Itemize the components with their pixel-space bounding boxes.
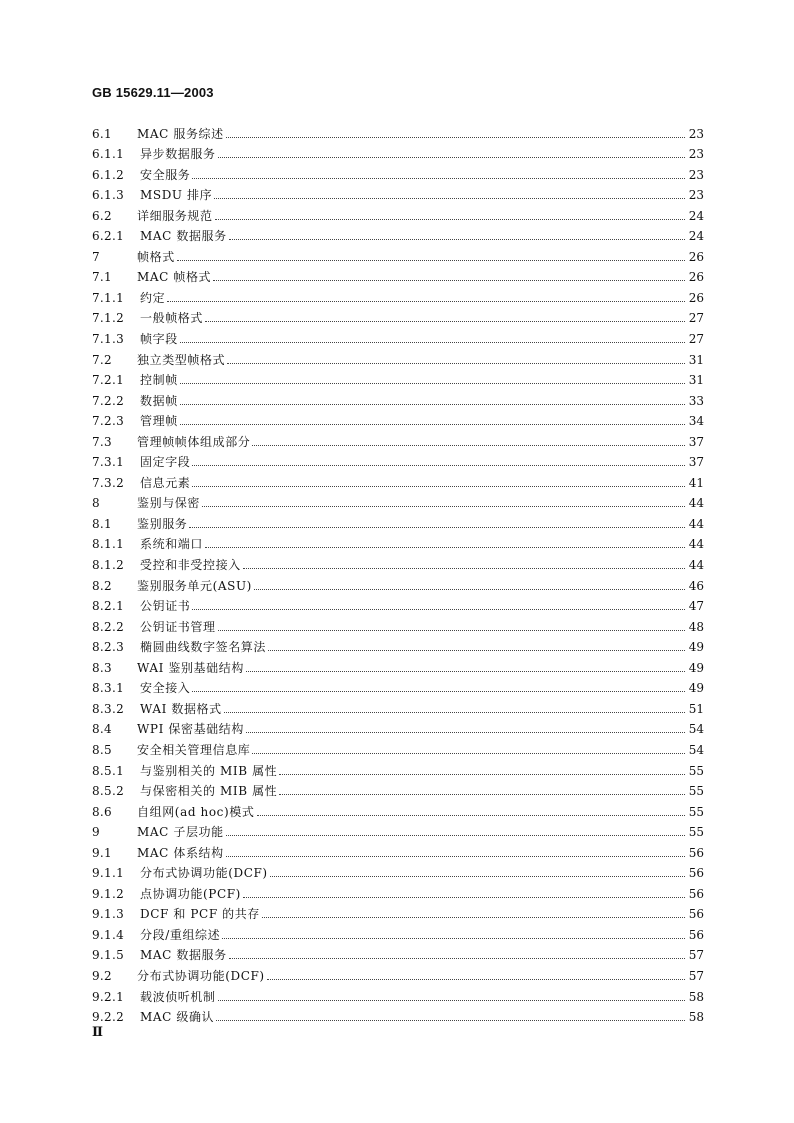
- toc-dot-leader: [270, 876, 685, 877]
- toc-page-number: 55: [688, 763, 704, 778]
- toc-section-title: MAC 数据服务: [140, 948, 227, 963]
- toc-entry[interactable]: [92, 182, 704, 203]
- toc-section-title: 公钥证书管理: [140, 619, 216, 634]
- toc-section-number: 7.1.1: [92, 290, 125, 305]
- toc-section-number: 7.3.2: [92, 475, 125, 490]
- toc-page-number: 57: [688, 968, 704, 983]
- toc-section-number: 9.1: [92, 845, 112, 860]
- toc-entry[interactable]: [92, 572, 704, 593]
- toc-page-number: 27: [688, 311, 704, 326]
- toc-entry[interactable]: [92, 120, 704, 141]
- toc-entry[interactable]: [92, 243, 704, 264]
- toc-section-title: 控制帧: [140, 373, 178, 388]
- toc-section-number: 7.2.2: [92, 393, 125, 408]
- toc-section-number: 8.1.2: [92, 558, 125, 573]
- toc-section-number: 8.6: [92, 804, 112, 819]
- toc-section-number: 7.3.1: [92, 455, 125, 470]
- toc-section-number: 8: [92, 496, 100, 511]
- toc-dot-leader: [216, 1020, 685, 1021]
- toc-page-number: 48: [688, 619, 704, 634]
- toc-section-title: 鉴别服务单元(ASU): [137, 578, 252, 593]
- toc-dot-leader: [229, 239, 685, 240]
- toc-page-number: 54: [688, 722, 704, 737]
- toc-dot-leader: [279, 774, 685, 775]
- toc-page-number: 55: [688, 804, 704, 819]
- toc-section-number: 7.1: [92, 270, 112, 285]
- toc-section-title: MAC 子层功能: [137, 825, 224, 840]
- toc-dot-leader: [224, 712, 685, 713]
- toc-dot-leader: [205, 321, 685, 322]
- toc-entry[interactable]: [92, 408, 704, 429]
- toc-section-number: 8.5.1: [92, 763, 125, 778]
- toc-page-number: 23: [688, 188, 704, 203]
- toc-page-number: 26: [688, 270, 704, 285]
- toc-section-number: 6.1.1: [92, 147, 125, 162]
- toc-dot-leader: [202, 506, 685, 507]
- toc-section-title: 鉴别与保密: [137, 496, 201, 511]
- toc-dot-leader: [268, 650, 685, 651]
- toc-section-title: 点协调功能(PCF): [140, 886, 241, 901]
- toc-dot-leader: [192, 486, 685, 487]
- toc-dot-leader: [180, 342, 685, 343]
- toc-entry[interactable]: [92, 284, 704, 305]
- toc-entry[interactable]: [92, 593, 704, 614]
- toc-section-title: MAC 体系结构: [137, 845, 224, 860]
- toc-dot-leader: [192, 178, 685, 179]
- toc-page-number: 56: [688, 886, 704, 901]
- toc-dot-leader: [243, 568, 685, 569]
- toc-dot-leader: [218, 157, 685, 158]
- page-number-footer: Ⅱ: [92, 1025, 103, 1040]
- toc-section-title: 安全相关管理信息库: [137, 742, 251, 757]
- toc-dot-leader: [254, 589, 685, 590]
- toc-entry[interactable]: [92, 346, 704, 367]
- toc-section-title: 管理帧: [140, 414, 178, 429]
- toc-section-number: 9.2.2: [92, 1010, 125, 1025]
- toc-entry[interactable]: [92, 634, 704, 655]
- toc-section-number: 9.1.1: [92, 866, 125, 881]
- toc-entry[interactable]: [92, 757, 704, 778]
- toc-page-number: 58: [688, 989, 704, 1004]
- toc-section-number: 7.2: [92, 352, 112, 367]
- toc-section-title: 与鉴别相关的 MIB 属性: [140, 763, 278, 778]
- toc-entry[interactable]: [92, 654, 704, 675]
- toc-page-number: 44: [688, 558, 704, 573]
- toc-entry[interactable]: [92, 469, 704, 490]
- toc-dot-leader: [262, 917, 685, 918]
- toc-section-number: 8.3: [92, 660, 112, 675]
- toc-entry[interactable]: [92, 325, 704, 346]
- toc-page-number: 57: [688, 948, 704, 963]
- toc-page-number: 41: [688, 475, 704, 490]
- toc-page-number: 56: [688, 866, 704, 881]
- toc-dot-leader: [229, 958, 685, 959]
- toc-section-number: 6.2.1: [92, 229, 125, 244]
- toc-page-number: 49: [688, 640, 704, 655]
- toc-section-number: 7.3: [92, 434, 112, 449]
- toc-section-title: 详细服务规范: [137, 208, 213, 223]
- toc-section-number: 8.3.1: [92, 681, 125, 696]
- toc-section-number: 8.5: [92, 742, 112, 757]
- toc-dot-leader: [218, 630, 685, 631]
- toc-page-number: 27: [688, 332, 704, 347]
- toc-section-title: MAC 服务综述: [137, 126, 224, 141]
- toc-page-number: 56: [688, 845, 704, 860]
- toc-section-title: 椭圆曲线数字签名算法: [140, 640, 267, 655]
- toc-section-number: 8.2.2: [92, 619, 125, 634]
- toc-section-title: 独立类型帧格式: [137, 352, 226, 367]
- toc-entry[interactable]: [92, 880, 704, 901]
- toc-section-number: 9.1.2: [92, 886, 125, 901]
- toc-dot-leader: [243, 897, 685, 898]
- toc-page-number: 44: [688, 496, 704, 511]
- toc-page-number: 44: [688, 516, 704, 531]
- toc-section-number: 8.5.2: [92, 784, 125, 799]
- toc-dot-leader: [227, 363, 685, 364]
- toc-section-title: 异步数据服务: [140, 147, 216, 162]
- toc-entry[interactable]: [92, 264, 704, 285]
- toc-entry[interactable]: [92, 901, 704, 922]
- toc-page-number: 31: [688, 352, 704, 367]
- toc-entry[interactable]: [92, 161, 704, 182]
- toc-section-title: 自组网(ad hoc)模式: [137, 804, 255, 819]
- toc-section-number: 9: [92, 825, 100, 840]
- toc-entry[interactable]: [92, 1004, 704, 1025]
- toc-section-title: 分布式协调功能(DCF): [140, 866, 268, 881]
- toc-section-title: 数据帧: [140, 393, 178, 408]
- toc-dot-leader: [180, 404, 685, 405]
- toc-page-number: 33: [688, 393, 704, 408]
- toc-page-number: 34: [688, 414, 704, 429]
- toc-page-number: 54: [688, 742, 704, 757]
- toc-entry[interactable]: [92, 798, 704, 819]
- toc-section-title: 与保密相关的 MIB 属性: [140, 784, 278, 799]
- toc-section-title: 帧字段: [140, 332, 178, 347]
- toc-section-number: 7.1.2: [92, 311, 125, 326]
- toc-page-number: 49: [688, 660, 704, 675]
- toc-dot-leader: [246, 732, 685, 733]
- toc-entry[interactable]: [92, 202, 704, 223]
- toc-entry[interactable]: [92, 819, 704, 840]
- toc-section-number: 9.1.5: [92, 948, 125, 963]
- toc-section-title: WAI 鉴别基础结构: [137, 660, 244, 675]
- toc-page-number: 46: [688, 578, 704, 593]
- toc-page-number: 24: [688, 229, 704, 244]
- toc-dot-leader: [257, 815, 686, 816]
- toc-section-title: WAI 数据格式: [140, 701, 222, 716]
- toc-section-title: 帧格式: [137, 249, 175, 264]
- toc-section-number: 8.2.3: [92, 640, 125, 655]
- toc-entry[interactable]: [92, 490, 704, 511]
- toc-entry[interactable]: [92, 141, 704, 162]
- toc-dot-leader: [222, 938, 685, 939]
- toc-dot-leader: [205, 547, 685, 548]
- toc-entry[interactable]: [92, 387, 704, 408]
- toc-entry[interactable]: [92, 839, 704, 860]
- toc-section-number: 7.1.3: [92, 332, 125, 347]
- toc-section-number: 6.1.2: [92, 167, 125, 182]
- toc-section-title: 分段/重组综述: [140, 927, 221, 942]
- toc-entry[interactable]: [92, 962, 704, 983]
- toc-section-title: 受控和非受控接入: [140, 558, 241, 573]
- toc-dot-leader: [226, 856, 685, 857]
- toc-section-title: 分布式协调功能(DCF): [137, 968, 265, 983]
- toc-section-number: 9.2: [92, 968, 112, 983]
- toc-page-number: 31: [688, 373, 704, 388]
- toc-entry[interactable]: [92, 716, 704, 737]
- toc-entry[interactable]: [92, 428, 704, 449]
- toc-section-title: 管理帧帧体组成部分: [137, 434, 251, 449]
- toc-section-number: 9.1.3: [92, 907, 125, 922]
- toc-page-number: 55: [688, 825, 704, 840]
- toc-page-number: 56: [688, 927, 704, 942]
- toc-entry[interactable]: [92, 860, 704, 881]
- toc-dot-leader: [226, 137, 685, 138]
- toc-section-title: MAC 级确认: [140, 1010, 215, 1025]
- toc-entry[interactable]: [92, 223, 704, 244]
- toc-dot-leader: [192, 691, 685, 692]
- toc-section-title: DCF 和 PCF 的共存: [140, 907, 260, 922]
- toc-section-number: 8.4: [92, 722, 112, 737]
- toc-dot-leader: [180, 424, 685, 425]
- toc-dot-leader: [177, 260, 685, 261]
- toc-page-number: 23: [688, 126, 704, 141]
- toc-entry[interactable]: [92, 778, 704, 799]
- toc-entry[interactable]: [92, 613, 704, 634]
- toc-dot-leader: [167, 301, 685, 302]
- toc-section-number: 6.2: [92, 208, 112, 223]
- toc-section-number: 8.3.2: [92, 701, 125, 716]
- toc-section-title: WPI 保密基础结构: [137, 722, 244, 737]
- toc-dot-leader: [267, 979, 685, 980]
- toc-dot-leader: [226, 835, 685, 836]
- toc-section-title: 固定字段: [140, 455, 191, 470]
- toc-page-number: 56: [688, 907, 704, 922]
- toc-dot-leader: [246, 671, 685, 672]
- toc-section-title: 鉴别服务: [137, 516, 188, 531]
- toc-page-number: 26: [688, 290, 704, 305]
- toc-page-number: 37: [688, 434, 704, 449]
- toc-entry[interactable]: [92, 921, 704, 942]
- toc-entry[interactable]: [92, 449, 704, 470]
- toc-section-number: 9.2.1: [92, 989, 125, 1004]
- toc-entry[interactable]: [92, 695, 704, 716]
- toc-dot-leader: [214, 198, 685, 199]
- toc-dot-leader: [279, 794, 685, 795]
- toc-page-number: 23: [688, 147, 704, 162]
- toc-section-title: 安全服务: [140, 167, 191, 182]
- toc-section-title: 系统和端口: [140, 537, 204, 552]
- toc-dot-leader: [189, 527, 685, 528]
- toc-dot-leader: [213, 280, 685, 281]
- standard-header: GB 15629.11—2003: [92, 85, 214, 100]
- toc-dot-leader: [252, 753, 685, 754]
- toc-section-number: 8.1: [92, 516, 112, 531]
- toc-entry[interactable]: [92, 305, 704, 326]
- table-of-contents: [92, 120, 704, 1024]
- toc-section-number: 7.2.3: [92, 414, 125, 429]
- toc-entry[interactable]: [92, 531, 704, 552]
- toc-entry[interactable]: [92, 942, 704, 963]
- toc-section-number: 6.1: [92, 126, 112, 141]
- toc-page-number: 37: [688, 455, 704, 470]
- toc-section-number: 9.1.4: [92, 927, 125, 942]
- toc-section-number: 8.2.1: [92, 599, 125, 614]
- toc-page-number: 55: [688, 784, 704, 799]
- toc-section-number: 7: [92, 249, 100, 264]
- toc-page-number: 26: [688, 249, 704, 264]
- toc-dot-leader: [192, 609, 685, 610]
- toc-page-number: 23: [688, 167, 704, 182]
- toc-page-number: 49: [688, 681, 704, 696]
- toc-section-title: MAC 数据服务: [140, 229, 227, 244]
- toc-section-number: 6.1.3: [92, 188, 125, 203]
- toc-section-title: 公钥证书: [140, 599, 191, 614]
- toc-dot-leader: [180, 383, 685, 384]
- toc-section-title: MAC 帧格式: [137, 270, 212, 285]
- toc-section-number: 7.2.1: [92, 373, 125, 388]
- toc-page-number: 51: [688, 701, 704, 716]
- toc-dot-leader: [215, 219, 685, 220]
- toc-dot-leader: [192, 465, 685, 466]
- toc-entry[interactable]: [92, 675, 704, 696]
- toc-section-number: 8.1.1: [92, 537, 125, 552]
- toc-page-number: 44: [688, 537, 704, 552]
- toc-entry[interactable]: [92, 510, 704, 531]
- toc-entry[interactable]: [92, 551, 704, 572]
- toc-dot-leader: [252, 445, 685, 446]
- toc-section-title: 信息元素: [140, 475, 191, 490]
- toc-page-number: 24: [688, 208, 704, 223]
- toc-page-number: 58: [688, 1010, 704, 1025]
- toc-section-title: 安全接入: [140, 681, 191, 696]
- toc-section-title: 约定: [140, 290, 166, 305]
- toc-entry[interactable]: [92, 367, 704, 388]
- toc-section-title: 一般帧格式: [140, 311, 204, 326]
- toc-entry[interactable]: [92, 983, 704, 1004]
- toc-dot-leader: [218, 1000, 685, 1001]
- toc-section-number: 8.2: [92, 578, 112, 593]
- toc-section-title: MSDU 排序: [140, 188, 213, 203]
- toc-section-title: 载波侦听机制: [140, 989, 216, 1004]
- toc-entry[interactable]: [92, 736, 704, 757]
- toc-page-number: 47: [688, 599, 704, 614]
